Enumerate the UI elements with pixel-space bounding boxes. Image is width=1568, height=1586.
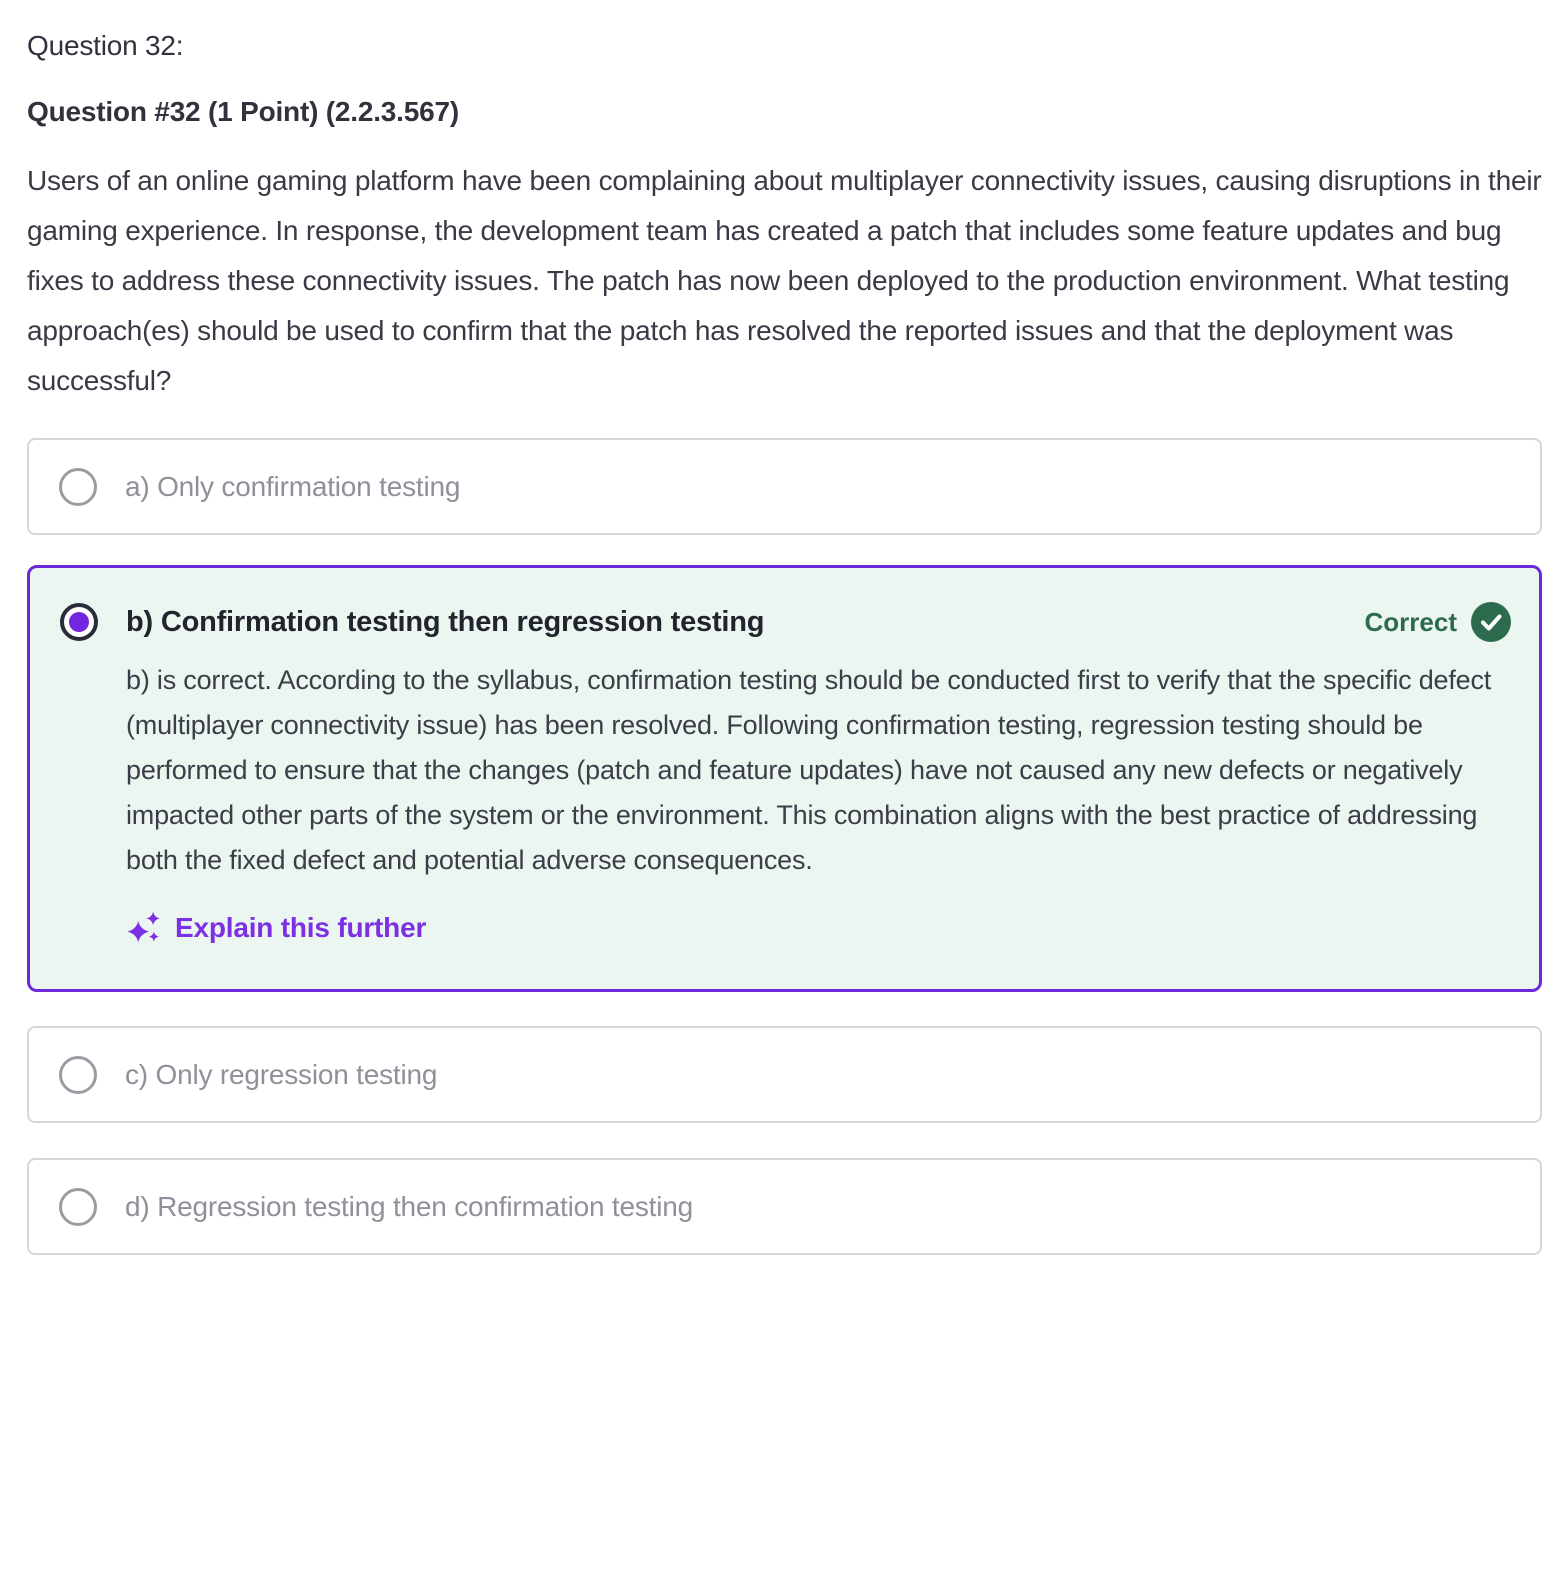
option-c-label: c) Only regression testing bbox=[125, 1058, 438, 1090]
option-b-header bbox=[60, 602, 1511, 642]
radio-option-d[interactable] bbox=[59, 1188, 97, 1226]
option-a-label: a) Only confirmation testing bbox=[125, 470, 461, 502]
question-body: Users of an online gaming platform have been complaining about multiplayer connectivity issues, causing disruptions in their gaming experience. In response, the development team has created a patch that includes some feature updates and bug fixes to address these connectivity issues. The patch has now been deployed to the production environment. What testing approach(es) should be used to confirm that the patch has resolved the reported issues and that the deployment was successful? bbox=[27, 165, 1542, 396]
option-b-label: b) Confirmation testing then regression testing bbox=[126, 605, 765, 638]
answer-options-list bbox=[27, 438, 1542, 1255]
radio-selected-dot bbox=[69, 612, 89, 632]
option-a[interactable] bbox=[27, 438, 1542, 535]
radio-option-b[interactable] bbox=[60, 603, 98, 641]
option-d-label: d) Regression testing then confirmation testing bbox=[125, 1190, 694, 1222]
check-circle-icon bbox=[1471, 602, 1511, 642]
answer-explanation: b) is correct. According to the syllabus, confirmation testing should be conducted first to verify that the specific defect (multiplayer connectivity issue) has been resolved. Following confirmation testing, regression testing should be performed to ensure that the changes (patch and feature updates) have not caused any new defects or negatively impacted other parts of the system or the environment. This combination aligns with the best practice of addressing both the fixed defect and potential adverse consequences. bbox=[126, 665, 1492, 875]
option-b[interactable] bbox=[27, 565, 1542, 992]
question-number-heading: Question 32: bbox=[27, 30, 184, 61]
radio-option-c[interactable] bbox=[59, 1056, 97, 1094]
correct-status-badge bbox=[1365, 602, 1511, 642]
option-c[interactable] bbox=[27, 1026, 1542, 1123]
correct-badge-label: Correct bbox=[1364, 606, 1457, 637]
option-d[interactable] bbox=[27, 1158, 1542, 1255]
sparkles-icon bbox=[126, 911, 162, 944]
radio-option-a[interactable] bbox=[59, 468, 97, 506]
explain-further-link[interactable] bbox=[126, 911, 426, 944]
question-title: Question #32 (1 Point) (2.2.3.567) bbox=[27, 96, 459, 127]
explain-further-label: Explain this further bbox=[175, 911, 427, 943]
